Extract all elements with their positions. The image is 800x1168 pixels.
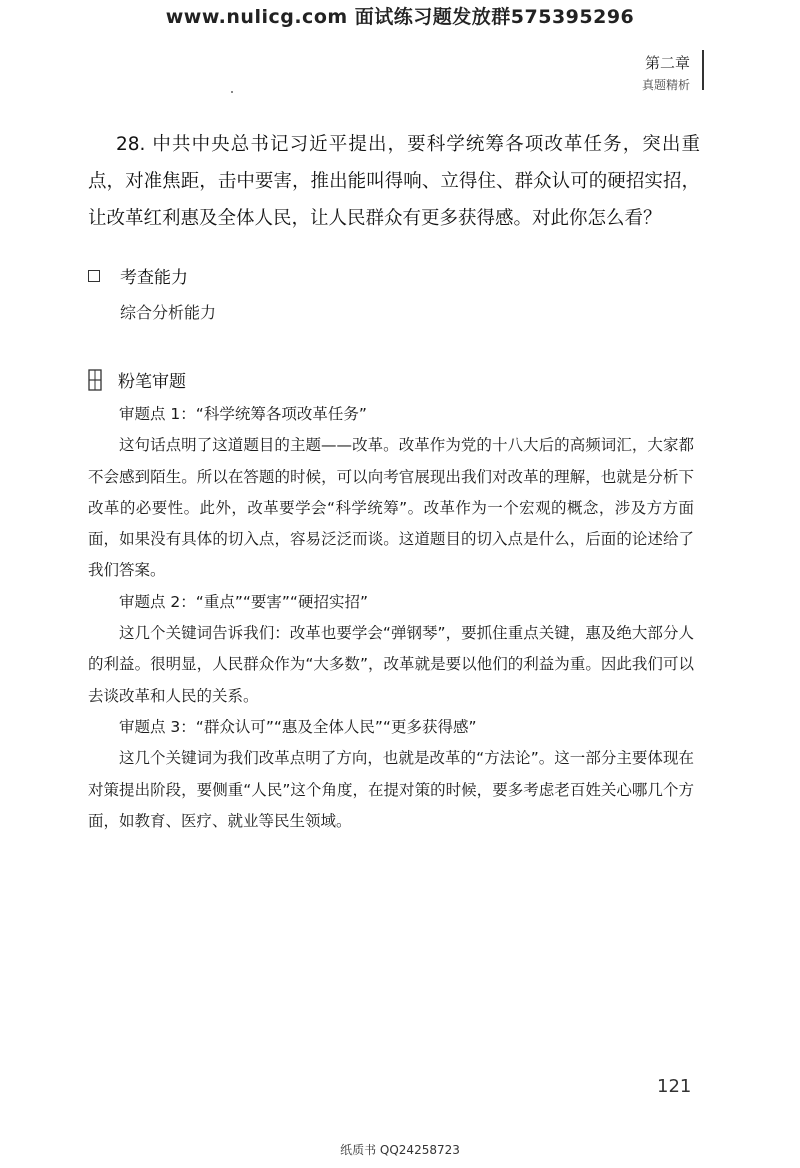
ability-content: 综合分析能力 [120,303,217,322]
analysis-paragraph-3: 这几个关键词为我们改革点明了方向，也就是改革的“方法论”。这一部分主要体现在对策提出阶段，要侧重“人民”这个角度，在提对策的时候，要多考虑老百姓关心哪几个方面，如教育、医疗、就业等民生领域。 [88,749,694,830]
ability-heading-label: 考查能力 [120,268,188,288]
running-head-rule [702,50,704,90]
analysis-point-1: 审题点 1：“科学统筹各项改革任务” [119,405,367,423]
section-label: 真题精析 [641,78,690,92]
analysis-heading-label: 粉笔审题 [118,372,186,392]
ability-heading [88,263,188,288]
square-bullet-icon [88,270,100,282]
chapter-label: 第二章 [644,54,690,72]
bottom-watermark: 纸质书 QQ24258723 [340,1143,460,1157]
question-text: 28. 中共中央总书记习近平提出，要科学统筹各项改革任务，突出重点，对准焦距，击中要害，推出能叫得响、立得住、群众认可的硬招实招，让改革红利惠及全体人民，让人民群众有更多获得感。对此你怎么看？ [88,134,700,229]
analysis-paragraph-1: 这句话点明了这道题目的主题——改革。改革作为党的十八大后的高频词汇，大家都不会感到陌生。所以在答题的时候，可以向考官展现出我们对改革的理解，也就是分析下改革的必要性。此外，改革要学会“科学统筹”。改革作为一个宏观的概念，涉及方方面面，如果没有具体的切入点，容易泛泛而谈。这道题目的切入点是什么，后面的论述给了我们答案。 [88,436,694,580]
analysis-point-2: 审题点 2：“重点”“要害”“硬招实招” [119,592,368,611]
analysis-heading [88,367,186,392]
page-number: 121 [657,1076,692,1097]
analysis-point-3: 审题点 3：“群众认可”“惠及全体人民”“更多获得感” [119,717,477,736]
scan-speck [231,91,233,93]
analysis-body [88,399,694,837]
analysis-paragraph-2: 这几个关键词告诉我们：改革也要学会“弹钢琴”，要抓住重点关键，惠及绝大部分人的利益。很明显，人民群众作为“大多数”，改革就是要以他们的利益为重。因此我们可以去谈改革和人民的关系。 [88,624,694,705]
pencil-bullet-icon [88,369,102,391]
running-head [642,52,690,96]
top-watermark: www.nulicg.com 面试练习题发放群575395296 [165,6,635,28]
